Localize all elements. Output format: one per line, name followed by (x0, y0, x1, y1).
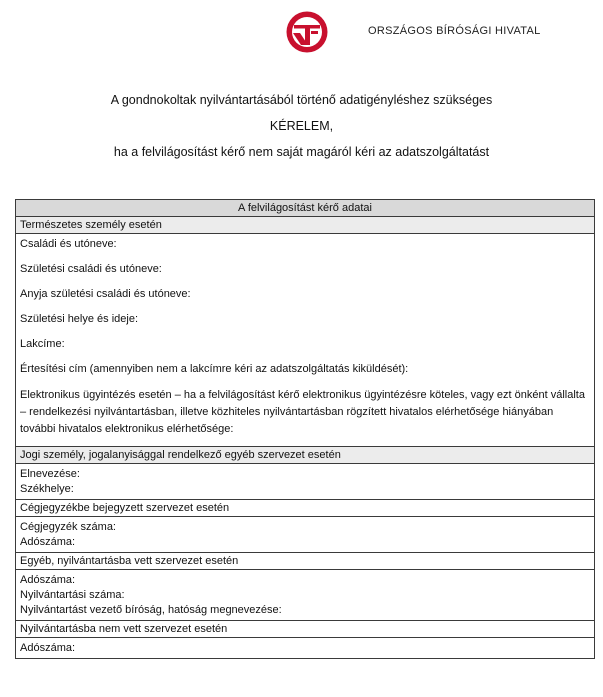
document-title-line-1: A gondnokoltak nyilvántartásából történő adatigényléshez szükséges (110, 93, 493, 107)
registry-number-field[interactable]: Nyilvántartási száma: (20, 589, 125, 601)
mother-name-field[interactable]: Anyja születési családi és utóneve: (20, 288, 191, 300)
birth-name-field[interactable]: Születési családi és utóneve: (20, 263, 162, 275)
document-title-kerelem: KÉRELEM, (269, 119, 334, 133)
obh-logo-icon (285, 10, 329, 54)
company-reg-number-field[interactable]: Cégjegyzék száma: (20, 521, 116, 533)
entity-name-field[interactable]: Elnevezése: (20, 468, 80, 480)
tax-number-field-1[interactable]: Adószáma: (20, 536, 76, 548)
family-name-field[interactable]: Családi és utóneve: (20, 238, 117, 250)
registered-company-title: Cégjegyzékbe bejegyzett szervezet esetén (16, 500, 595, 517)
unregistered-title: Nyilvántartásba nem vett szervezet esetén (16, 621, 595, 638)
document-title-line-3: ha a felvilágosítást kérő nem saját magáról kéri az adatszolgáltatást (113, 145, 490, 159)
other-registered-fields (16, 570, 595, 621)
tax-number-field-3[interactable]: Adószáma: (20, 642, 76, 654)
agency-name: ORSZÁGOS BÍRÓSÁGI HIVATAL (368, 25, 541, 37)
unregistered-fields (16, 638, 595, 659)
registry-authority-field[interactable]: Nyilvántartást vezető bíróság, hatóság megnevezése: (20, 604, 282, 616)
table-header: A felvilágosítást kérő adatai (16, 200, 595, 217)
birth-place-date-field[interactable]: Születési helye és ideje: (20, 313, 139, 325)
requester-data-table (15, 199, 595, 659)
natural-person-fields (16, 234, 595, 447)
registered-company-fields (16, 517, 595, 553)
notification-address-field[interactable]: Értesítési cím (amennyiben nem a lakcímre kéri az adatszolgáltatás kiküldését): (20, 363, 409, 375)
legal-entity-fields (16, 464, 595, 500)
seat-field[interactable]: Székhelye: (20, 483, 74, 495)
legal-entity-section-title: Jogi személy, jogalanyisággal rendelkező egyéb szervezet esetén (16, 447, 595, 464)
natural-person-section-title: Természetes személy esetén (16, 217, 595, 234)
address-field[interactable]: Lakcíme: (20, 338, 65, 350)
tax-number-field-2[interactable]: Adószáma: (20, 574, 76, 586)
other-registered-title: Egyéb, nyilvántartásba vett szervezet esetén (16, 553, 595, 570)
electronic-contact-field[interactable]: Elektronikus ügyintézés esetén – ha a felvilágosítást kérő elektronikus ügyintézésre köteles, vagy ezt önként vállalta – rendelkezési nyilvántartásban, illetve közhiteles nyilvántartásban rögzített hivatalos elérhetősége hiányában további hivatalos elektronikus elérhetősége: (20, 389, 585, 435)
